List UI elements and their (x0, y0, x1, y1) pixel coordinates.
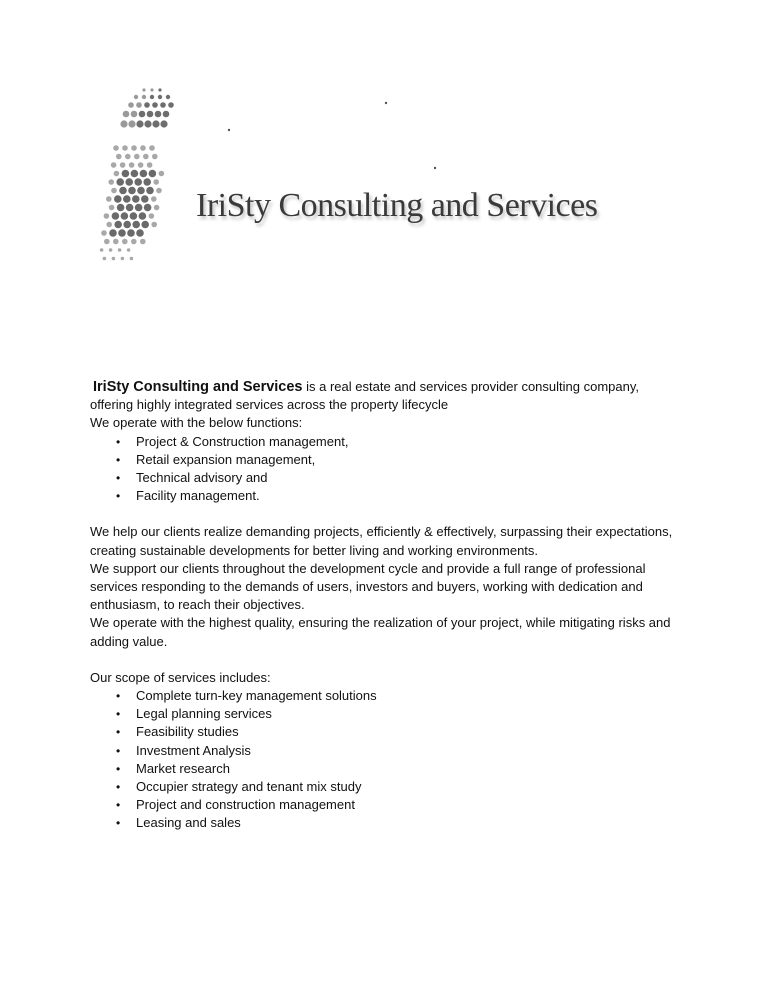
list-item: • Market research (90, 760, 680, 778)
bullet-icon: • (116, 816, 121, 831)
intro-line-1 (90, 378, 680, 396)
paragraph-help: We help our clients realize demanding projects, efficiently & effectively, surpassing their expectations, creating sustainable developments for better living and working environments. (90, 524, 673, 558)
list-item: • Feasibility studies (90, 723, 680, 741)
list-item: • Leasing and sales (90, 814, 680, 832)
list-item: • Retail expansion management, (90, 451, 680, 469)
paragraph-quality: We operate with the highest quality, ensuring the realization of your project, while mitigating risks and adding value. (90, 615, 671, 649)
bullet-icon: • (116, 489, 121, 504)
list-item: • Legal planning services (90, 705, 680, 723)
company-logo (86, 82, 586, 272)
list-item: • Facility management. (90, 487, 680, 505)
list-item: • Project & Construction management, (90, 433, 680, 451)
list-item: • Investment Analysis (90, 742, 680, 760)
company-name: IriSty Consulting and Services (93, 379, 303, 395)
bullet-icon: • (116, 743, 121, 758)
logo-wordmark: IriSty Consulting and Services (196, 187, 598, 224)
bullet-icon: • (116, 452, 121, 467)
paragraph-support: We support our clients throughout the development cycle and provide a full range of professional services responding to the demands of users, investors and buyers, working with dedication and enthusiasm, to reach their objectives. (90, 560, 646, 613)
intro-description: is a real estate and services provider consulting company, (306, 379, 639, 394)
list-item: • Technical advisory and (90, 469, 680, 487)
intro-line-3: We operate with the below functions: (90, 415, 303, 431)
list-item: • Project and construction management (90, 796, 680, 814)
dot-pattern-logo-icon (86, 82, 586, 272)
bullet-icon: • (116, 707, 121, 722)
document-body (90, 378, 680, 833)
bullet-icon: • (116, 725, 121, 740)
list-item: • Complete turn-key management solutions (90, 687, 680, 705)
list-item: • Occupier strategy and tenant mix study (90, 778, 680, 796)
bullet-icon: • (116, 780, 121, 795)
bullet-icon: • (116, 689, 121, 704)
bullet-icon: • (116, 761, 121, 776)
scope-heading: Our scope of services includes: (90, 669, 271, 685)
bullet-icon: • (116, 471, 121, 486)
bullet-icon: • (116, 798, 121, 813)
bullet-icon: • (116, 434, 121, 449)
scope-list (90, 687, 680, 833)
functions-list (90, 433, 680, 506)
intro-line-2: offering highly integrated services across the property lifecycle (90, 397, 449, 413)
